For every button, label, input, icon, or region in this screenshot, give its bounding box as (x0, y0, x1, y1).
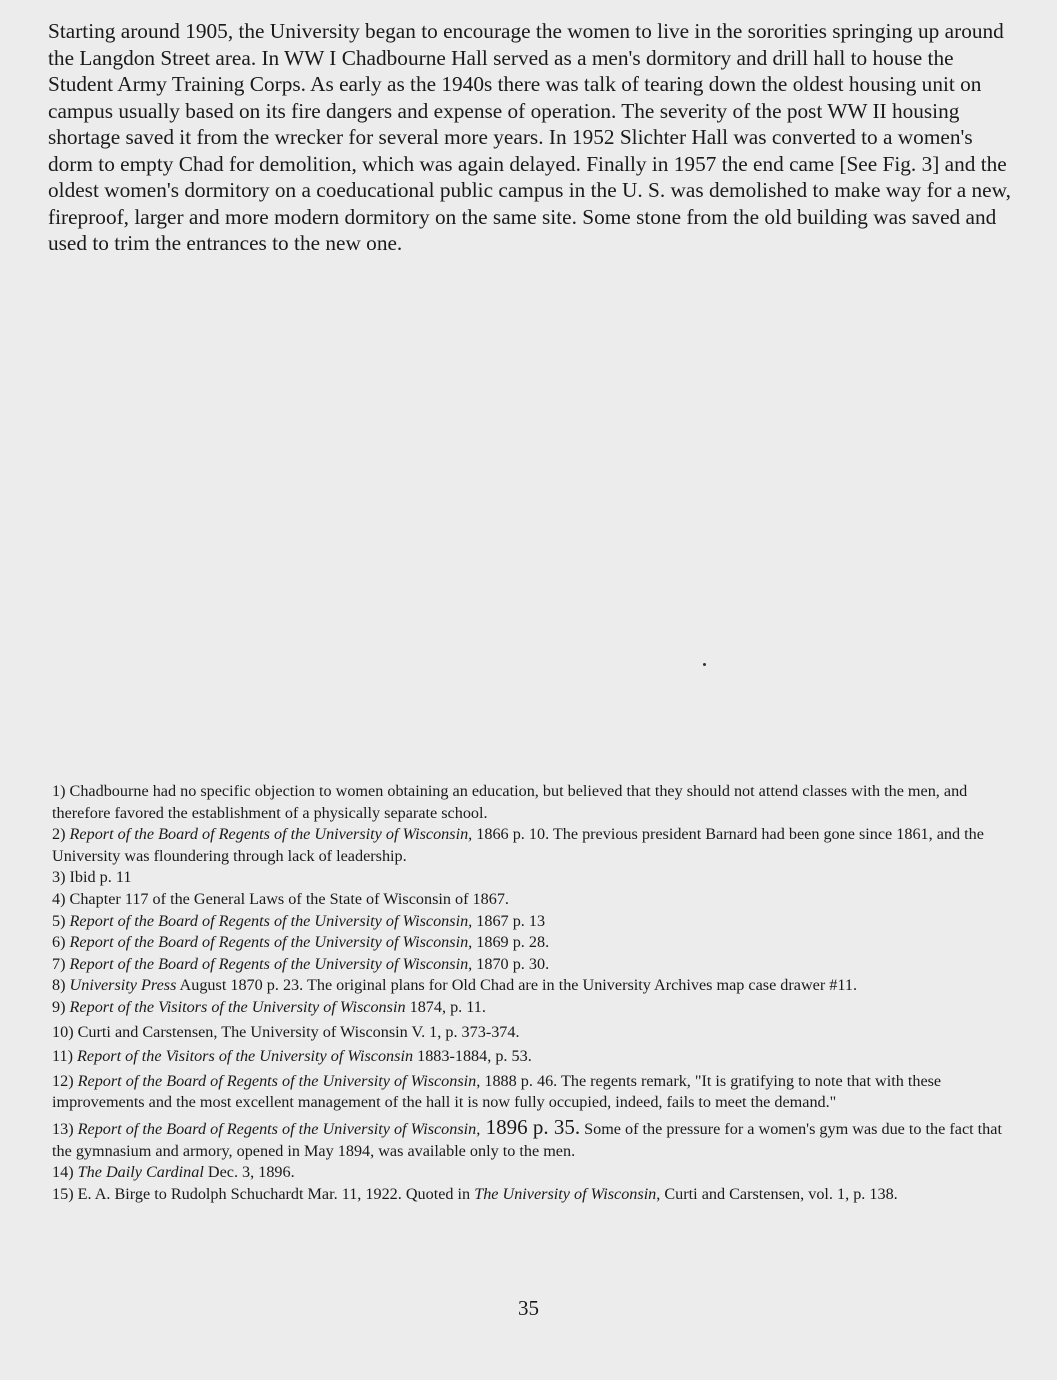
footnote-10: 10) Curti and Carstensen, The University of Wisconsin V. 1, p. 373-374. (52, 1022, 520, 1041)
footnote-4: 4) Chapter 117 of the General Laws of the State of Wisconsin of 1867. (52, 889, 509, 908)
footnote-13: 13) Report of the Board of Regents of the University of Wisconsin, 1896 p. 35. Some of the pressure for a women's gym was due to the fact that the gymnasium and armory, opened in May 1894, was available only to the men. (52, 1114, 1002, 1160)
footnote-15: 15) E. A. Birge to Rudolph Schuchardt Mar. 11, 1922. Quoted in The University of Wisconsin, Curti and Carstensen, vol. 1, p. 138. (52, 1184, 898, 1203)
footnote-3: 3) Ibid p. 11 (52, 868, 132, 887)
footnote-6: 6) Report of the Board of Regents of the University of Wisconsin, 1869 p. 28. (52, 933, 550, 952)
footnote-9: 9) Report of the Visitors of the University of Wisconsin 1874, p. 11. (52, 997, 486, 1016)
citation-title: University Press (69, 976, 177, 995)
citation-title: Report of the Visitors of the University of Wisconsin (69, 997, 406, 1016)
page-number: 35 (518, 1296, 539, 1320)
footnote-7: 7) Report of the Board of Regents of the University of Wisconsin, 1870 p. 30. (52, 954, 550, 973)
citation-title: The Daily Cardinal (77, 1163, 204, 1182)
footnote-14: 14) The Daily Cardinal Dec. 3, 1896. (52, 1163, 295, 1182)
citation-title: Report of the Board of Regents of the University of Wisconsin, (69, 911, 473, 930)
footnotes (52, 781, 1007, 1205)
citation-title: Report of the Visitors of the University of Wisconsin (77, 1047, 414, 1066)
footnote-5: 5) Report of the Board of Regents of the University of Wisconsin, 1867 p. 13 (52, 911, 546, 930)
footnote-11: 11) Report of the Visitors of the University of Wisconsin 1883-1884, p. 53. (52, 1047, 532, 1066)
citation-title: Report of the Board of Regents of the University of Wisconsin, (69, 933, 473, 952)
footnote-8: 8) University Press August 1870 p. 23. The original plans for Old Chad are in the University Archives map case drawer #11. (52, 976, 858, 995)
footnote-2: 2) Report of the Board of Regents of the University of Wisconsin, 1866 p. 10. The previous president Barnard had been gone since 1861, and the University was floundering through lack of leadership. (52, 825, 984, 865)
footnote-12: 12) Report of the Board of Regents of the University of Wisconsin, 1888 p. 46. The regents remark, "It is gratifying to note that with these improvements and the most excellent management of the hall it is now fully occupied, indeed, fails to meet the demand." (52, 1071, 942, 1112)
citation-title: Report of the Board of Regents of the University of Wisconsin, (69, 954, 473, 973)
citation-title: Report of the Board of Regents of the University of Wisconsin, (77, 1119, 481, 1138)
footnote-1: 1) Chadbourne had no specific objection to women obtaining an education, but believed that they should not attend classes with the men, and therefore favored the establishment of a physically separate school. (52, 782, 968, 822)
stray-dot (703, 663, 706, 666)
citation-title: Report of the Board of Regents of the University of Wisconsin, (77, 1071, 481, 1090)
citation-title: Report of the Board of Regents of the University of Wisconsin, (69, 825, 473, 844)
citation-title: The University of Wisconsin (474, 1184, 657, 1203)
main-paragraph: Starting around 1905, the University began to encourage the women to live in the sororities springing up around the Langdon Street area. In WW I Chadbourne Hall served as a men's dormitory and drill hall to house the Student Army Training Corps. As early as the 1940s there was talk of tearing down the oldest housing unit on campus usually based on its fire dangers and expense of operation. The severity of the post WW II housing shortage saved it from the wrecker for several more years. In 1952 Slichter Hall was converted to a women's dorm to empty Chad for demolition, which was again delayed. Finally in 1957 the end came [See Fig. 3] and the oldest women's dormitory on a coeducational public campus in the U. S. was demolished to make way for a new, fireproof, larger and more modern dormitory on the same site. Some stone from the old building was saved and used to trim the entrances to the new one. (48, 19, 1011, 255)
